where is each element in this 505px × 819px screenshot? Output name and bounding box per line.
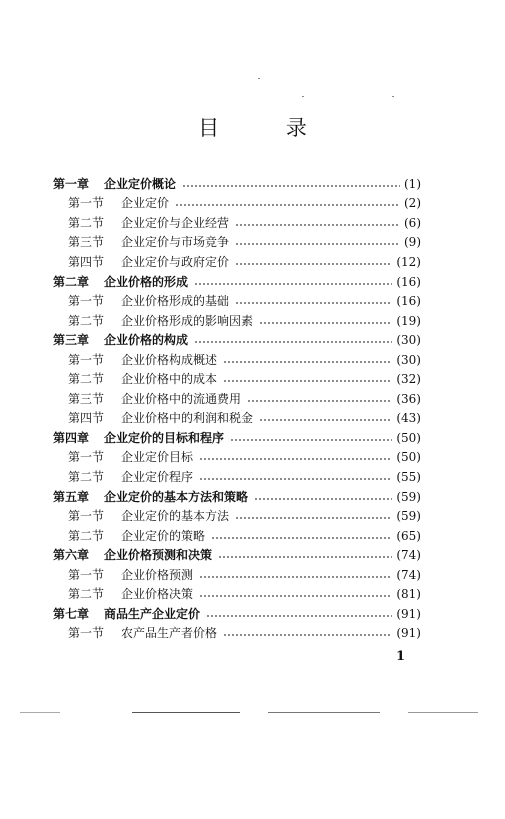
toc-section-row: [53, 506, 421, 526]
toc-entry-number: 第二节: [68, 469, 105, 484]
page-title: 目 录: [198, 116, 337, 140]
toc-entry-title: 企业定价的基本方法: [121, 509, 230, 524]
toc-section-row: [53, 311, 421, 331]
dot-leader: [182, 185, 400, 187]
toc-entry-page: (50): [396, 430, 421, 445]
scan-speck: [258, 78, 260, 79]
dot-leader: [235, 243, 400, 245]
scan-artifact-line: [408, 712, 478, 713]
toc-entry-number: 第四章: [53, 430, 90, 445]
dot-leader: [259, 419, 392, 421]
toc-entry-number: 第一节: [68, 196, 105, 211]
toc-entry-page: (19): [396, 313, 421, 328]
dot-leader: [223, 634, 392, 636]
dot-leader: [235, 302, 392, 304]
toc-entry-page: (81): [396, 587, 421, 602]
toc-section-row: [53, 252, 421, 272]
toc-section-row: [53, 389, 421, 409]
toc-section-row: [53, 584, 421, 604]
toc-entry-number: 第五章: [53, 489, 90, 504]
toc-entry-number: 第二章: [53, 274, 90, 289]
toc-chapter-row: [53, 604, 421, 624]
toc-section-row: [53, 467, 421, 487]
toc-entry-page: (50): [396, 450, 421, 465]
toc-chapter-row: [53, 487, 421, 507]
dot-leader: [206, 615, 392, 617]
toc-section-row: [53, 624, 421, 644]
dot-leader: [199, 595, 392, 597]
toc-section-row: [53, 350, 421, 370]
dot-leader: [199, 576, 392, 578]
toc-section-row: [53, 526, 421, 546]
toc-section-row: [53, 194, 421, 214]
toc-chapter-row: [53, 330, 421, 350]
toc-entry-page: (16): [396, 274, 421, 289]
toc-entry-title: 企业定价与政府定价: [121, 254, 230, 269]
toc-entry-page: (32): [396, 372, 421, 387]
toc-entry-number: 第二节: [68, 215, 105, 230]
dot-leader: [235, 517, 392, 519]
toc-entry-page: (9): [404, 235, 421, 250]
dot-leader: [259, 322, 392, 324]
toc-entry-page: (65): [396, 528, 421, 543]
toc-entry-title: 企业价格预测: [121, 567, 194, 582]
toc-section-row: [53, 213, 421, 233]
toc-entry-page: (30): [396, 352, 421, 367]
toc-entry-number: 第六章: [53, 548, 90, 563]
toc-entry-page: (36): [396, 391, 421, 406]
toc-entry-title: 企业价格的构成: [104, 333, 189, 348]
dot-leader: [199, 478, 392, 480]
toc-entry-title: 企业价格形成的影响因素: [121, 313, 254, 328]
table-of-contents: [53, 174, 421, 643]
scan-artifact-line: [268, 712, 380, 713]
toc-section-row: [53, 448, 421, 468]
toc-entry-title: 企业价格决策: [121, 587, 194, 602]
toc-entry-title: 企业价格预测和决策: [104, 548, 213, 563]
dot-leader: [230, 439, 392, 441]
toc-entry-number: 第二节: [68, 528, 105, 543]
toc-entry-number: 第四节: [68, 411, 105, 426]
toc-entry-page: (1): [404, 176, 421, 191]
toc-entry-title: 企业价格的形成: [104, 274, 189, 289]
toc-entry-title: 企业定价程序: [121, 469, 194, 484]
toc-entry-number: 第三节: [68, 235, 105, 250]
dot-leader: [247, 400, 392, 402]
scan-speck: [392, 96, 394, 97]
toc-entry-number: 第三章: [53, 333, 90, 348]
toc-chapter-row: [53, 174, 421, 194]
toc-entry-page: (74): [396, 567, 421, 582]
toc-entry-title: 企业价格中的成本: [121, 372, 218, 387]
toc-section-row: [53, 369, 421, 389]
toc-entry-title: 企业价格构成概述: [121, 352, 218, 367]
toc-entry-title: 农产品生产者价格: [121, 626, 218, 641]
scan-artifact-line: [20, 712, 60, 713]
toc-entry-number: 第一章: [53, 176, 90, 191]
toc-entry-title: 企业定价概论: [104, 176, 177, 191]
toc-entry-number: 第一节: [68, 294, 105, 309]
toc-section-row: [53, 291, 421, 311]
toc-entry-number: 第一节: [68, 626, 105, 641]
toc-entry-title: 企业定价的基本方法和策略: [104, 489, 249, 504]
dot-leader: [194, 341, 392, 343]
toc-entry-number: 第二节: [68, 587, 105, 602]
toc-entry-title: 企业定价与企业经营: [121, 215, 230, 230]
toc-entry-page: (12): [396, 254, 421, 269]
toc-entry-number: 第一节: [68, 509, 105, 524]
dot-leader: [199, 458, 392, 460]
toc-section-row: [53, 565, 421, 585]
toc-entry-number: 第四节: [68, 254, 105, 269]
toc-entry-number: 第一节: [68, 352, 105, 367]
toc-section-row: [53, 233, 421, 253]
dot-leader: [211, 537, 392, 539]
toc-entry-number: 第二节: [68, 313, 105, 328]
dot-leader: [194, 283, 392, 285]
toc-entry-page: (91): [396, 606, 421, 621]
toc-section-row: [53, 409, 421, 429]
toc-entry-page: (74): [396, 548, 421, 563]
toc-entry-number: 第七章: [53, 606, 90, 621]
dot-leader: [175, 204, 400, 206]
toc-entry-title: 企业定价的策略: [121, 528, 206, 543]
toc-entry-number: 第一节: [68, 450, 105, 465]
toc-entry-title: 企业价格形成的基础: [121, 294, 230, 309]
toc-entry-page: (16): [396, 294, 421, 309]
toc-entry-page: (55): [396, 469, 421, 484]
toc-chapter-row: [53, 545, 421, 565]
toc-entry-number: 第三节: [68, 391, 105, 406]
dot-leader: [223, 380, 392, 382]
toc-entry-page: (43): [396, 411, 421, 426]
toc-entry-title: 商品生产企业定价: [104, 606, 201, 621]
toc-entry-page: (30): [396, 333, 421, 348]
dot-leader: [235, 263, 392, 265]
toc-entry-title: 企业价格中的流通费用: [121, 391, 242, 406]
dot-leader: [254, 498, 392, 500]
toc-entry-title: 企业定价与市场竞争: [121, 235, 230, 250]
scan-speck: [302, 96, 304, 97]
toc-entry-page: (59): [396, 509, 421, 524]
toc-entry-number: 第一节: [68, 567, 105, 582]
scan-artifact-line: [132, 712, 240, 713]
dot-leader: [223, 361, 392, 363]
toc-entry-title: 企业定价: [121, 196, 170, 211]
dot-leader: [235, 224, 400, 226]
toc-entry-page: (2): [404, 196, 421, 211]
toc-chapter-row: [53, 272, 421, 292]
toc-entry-title: 企业定价目标: [121, 450, 194, 465]
toc-entry-page: (6): [404, 215, 421, 230]
dot-leader: [218, 556, 392, 558]
page-number: 1: [396, 649, 406, 664]
toc-entry-page: (91): [396, 626, 421, 641]
toc-chapter-row: [53, 428, 421, 448]
toc-entry-page: (59): [396, 489, 421, 504]
toc-entry-title: 企业价格中的利润和税金: [121, 411, 254, 426]
toc-entry-number: 第二节: [68, 372, 105, 387]
toc-entry-title: 企业定价的目标和程序: [104, 430, 225, 445]
